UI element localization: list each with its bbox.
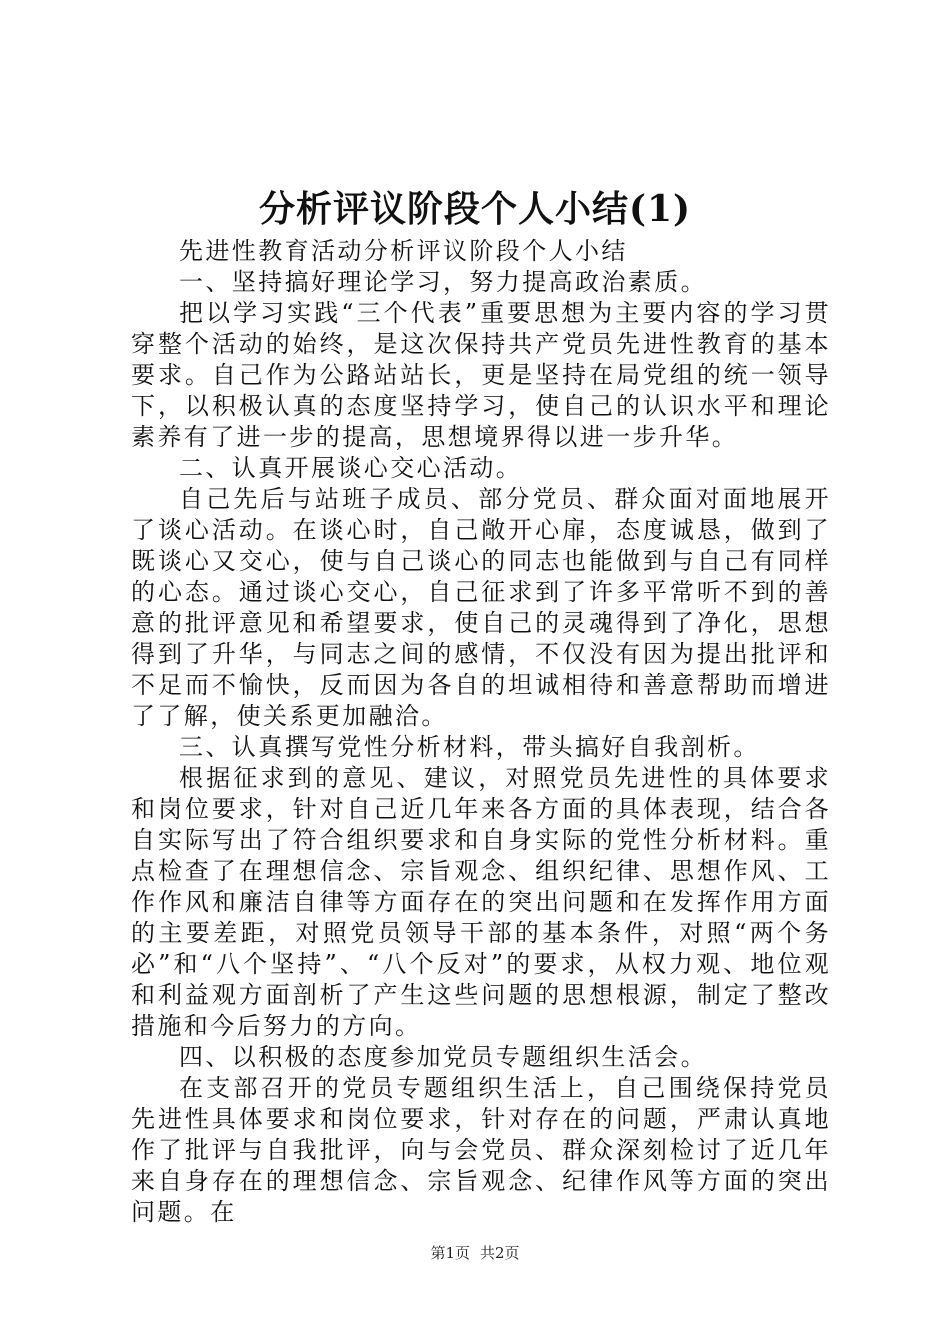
paragraph-2: 自己先后与站班子成员、部分党员、群众面对面地展开了谈心活动。在谈心时，自己敞开心扉，态度诚恳，做到了既谈心又交心，使与自己谈心的同志也能做到与自己有同样的心态。通过谈心交心，自己征求到了许多平常听不到的善意的批评意见和希望要求，使自己的灵魂得到了净化，思想得到了升华，与同志之间的感情，不仅没有因为提出批评和不足而不愉快，反而因为各自的坦诚相待和善意帮助而增进了了解，使关系更加融洽。: [131, 485, 831, 730]
section-heading-1: 一、坚持搞好理论学习，努力提高政治素质。: [179, 268, 707, 296]
subtitle-line: 先进性教育活动分析评议阶段个人小结: [179, 237, 628, 265]
page-total: 共2页: [480, 1244, 520, 1262]
document-title: 分析评议阶段个人小结(1): [258, 188, 692, 230]
section-heading-3: 三、认真撰写党性分析材料，带头搞好自我剖析。: [179, 733, 760, 761]
section-heading-4: 四、以积极的态度参加党员专题组织生活会。: [179, 1043, 707, 1071]
document-body: [131, 236, 831, 1228]
paragraph-3: 根据征求到的意见、建议，对照党员先进性的具体要求和岗位要求，针对自己近几年来各方面的具体表现，结合各自实际写出了符合组织要求和自身实际的党性分析材料。重点检查了在理想信念、宗旨观念、组织纪律、思想作风、工作作风和廉洁自律等方面存在的突出问题和在发挥作用方面的主要差距，对照党员领导干部的基本条件，对照“两个务必”和“八个坚持”、“八个反对”的要求，从权力观、地位观和利益观方面剖析了产生这些问题的思想根源，制定了整改措施和今后努力的方向。: [131, 764, 831, 1040]
paragraph-1: 把以学习实践“三个代表”重要思想为主要内容的学习贯穿整个活动的始终，是这次保持共产党员先进性教育的基本要求。自己作为公路站站长，更是坚持在局党组的统一领导下，以积极认真的态度坚持学习，使自己的认识水平和理论素养有了进一步的提高，思想境界得以进一步升华。: [131, 299, 831, 451]
page-footer: [0, 1243, 950, 1263]
section-heading-2: 二、认真开展谈心交心活动。: [179, 454, 523, 482]
page-number: 第1页: [430, 1244, 470, 1262]
paragraph-4: 在支部召开的党员专题组织生活上，自己围绕保持党员先进性具体要求和岗位要求，针对存在的问题，严肃认真地作了批评与自我批评，向与会党员、群众深刻检讨了近几年来自身存在的理想信念、宗旨观念、纪律作风等方面的突出问题。在: [131, 1074, 831, 1226]
